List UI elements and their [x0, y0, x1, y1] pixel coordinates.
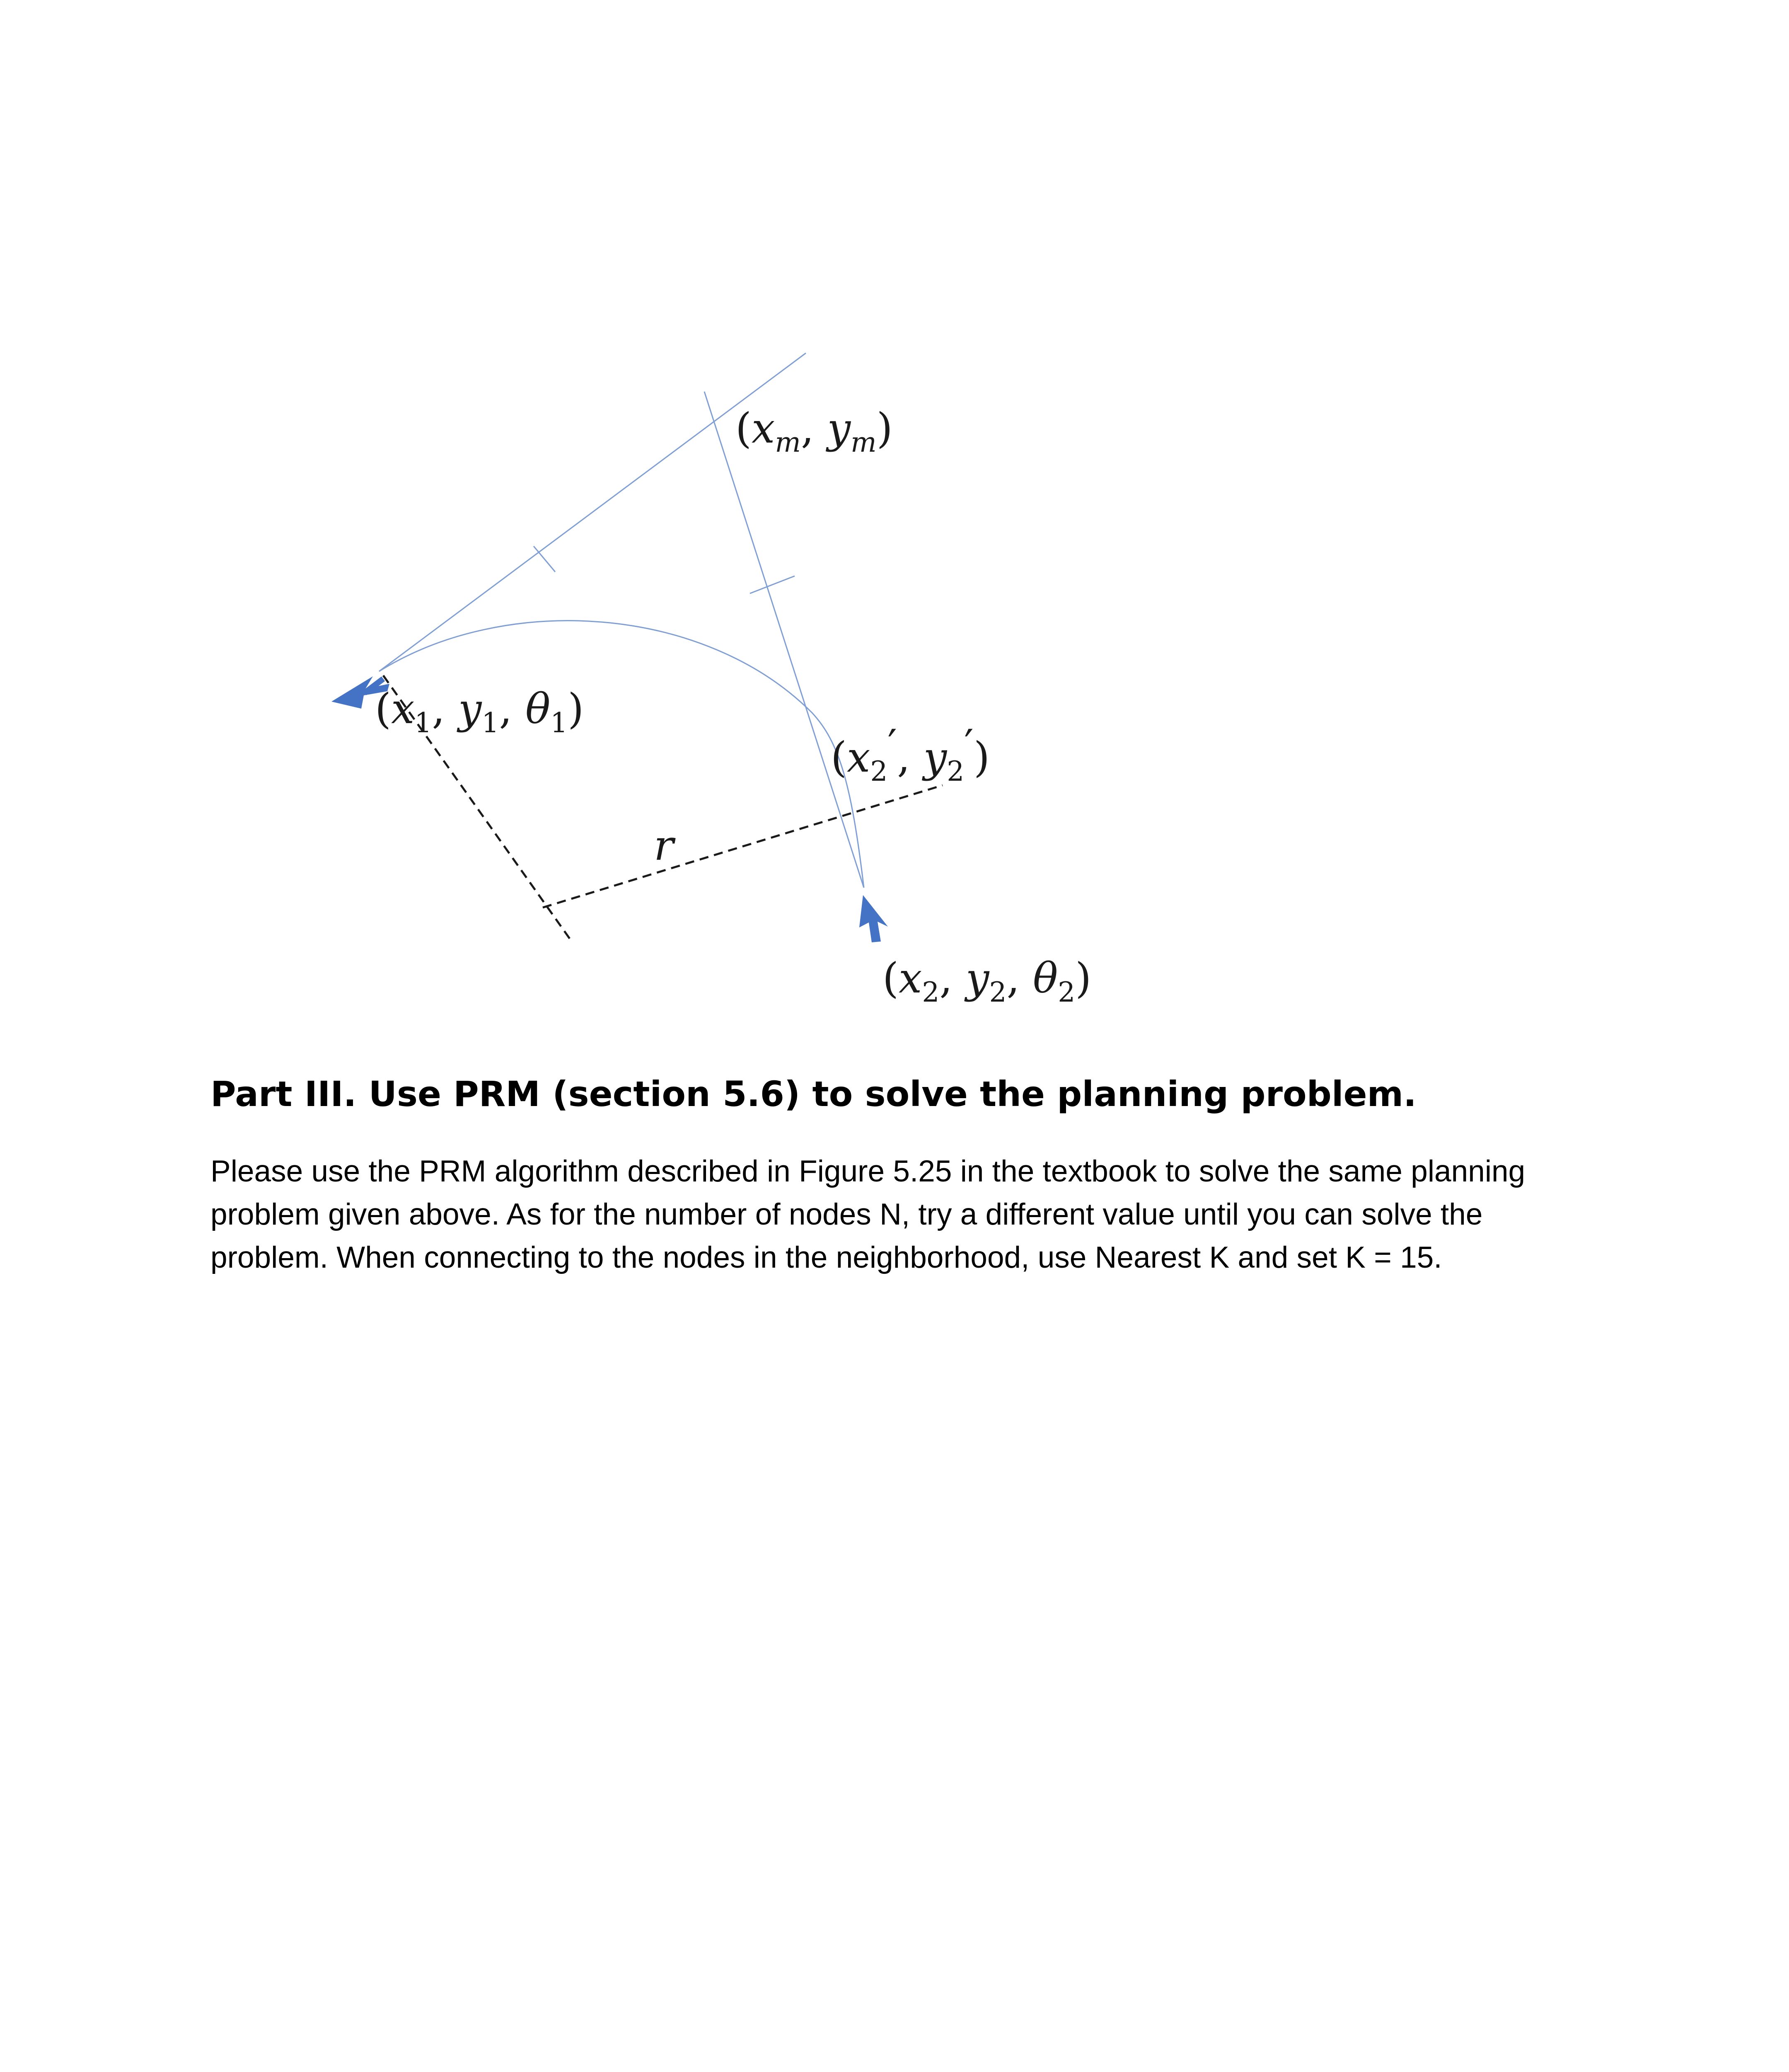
paragraph-line: Please use the PRM algorithm described in Figure 5.25 in the textbook to solve the same planning	[210, 1155, 1525, 1188]
end-tangent-line	[704, 392, 864, 888]
radius-label: r	[654, 821, 674, 870]
instructions-paragraph	[210, 1150, 1557, 1279]
start-tangent-line	[379, 353, 806, 671]
end-tangent-tick	[750, 576, 795, 593]
tangent-point-label: ($x_2'$, $y_2'$)	[831, 721, 990, 787]
start-tangent-tick	[534, 546, 555, 572]
section-heading: Part III. Use PRM (section 5.6) to solve the planning problem.	[210, 1074, 1417, 1114]
start-pose-label: ($x_1$, $y_1$, $\theta_1$)	[375, 685, 584, 739]
end-heading-arrow-icon	[859, 895, 888, 942]
midpoint-label: ($x_m$, $y_m$)	[735, 404, 893, 458]
end-pose-label: ($x_2$, $y_2$, $\theta_2$)	[882, 954, 1092, 1008]
paragraph-line: problem given above. As for the number of nodes N, try a different value until you can solve the	[210, 1198, 1483, 1231]
radius-dashed-line	[543, 785, 943, 908]
paragraph-line: problem. When connecting to the nodes in the neighborhood, use Nearest K and set K = 15.	[210, 1241, 1442, 1274]
